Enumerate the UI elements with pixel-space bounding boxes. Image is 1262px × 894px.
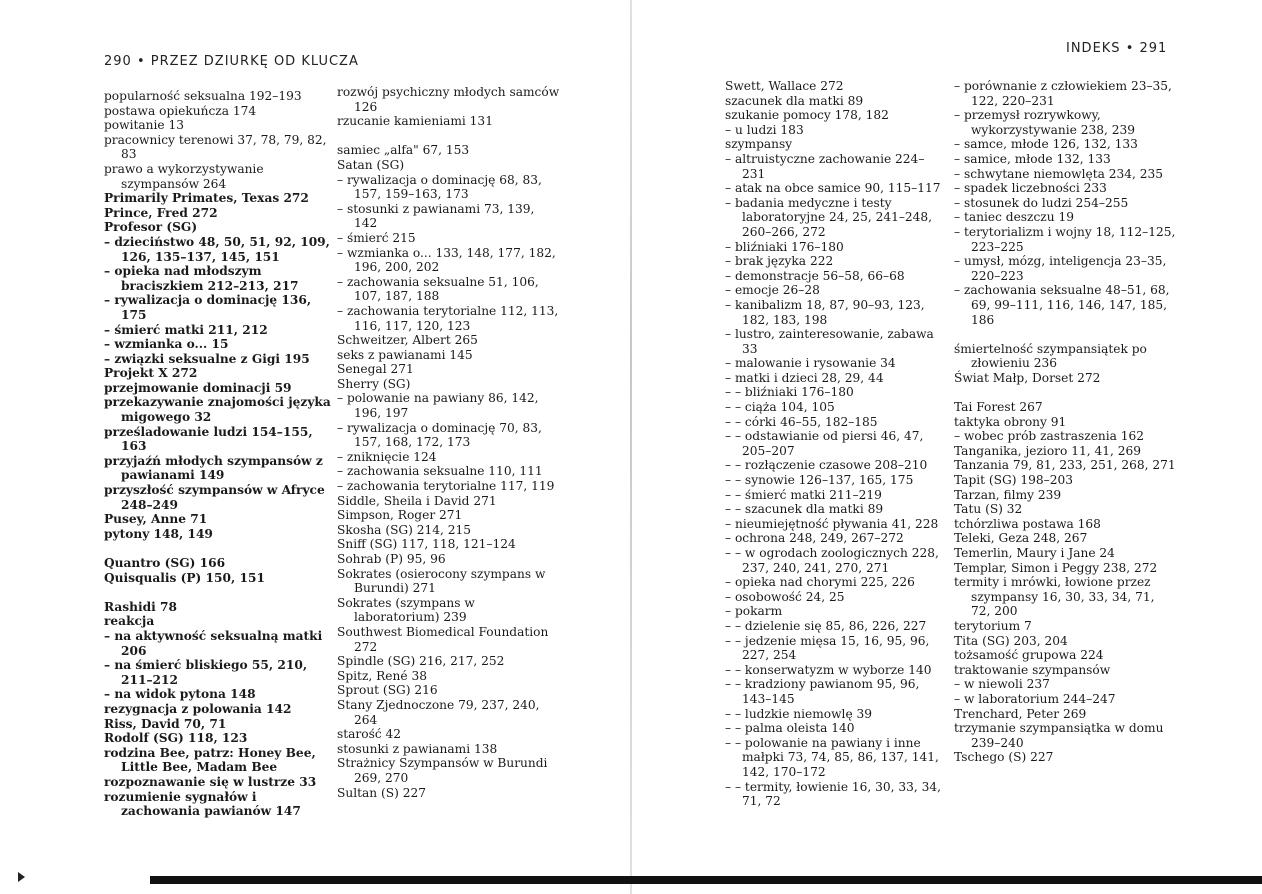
index-entry: – przemysł rozrywkowy, wykorzystywanie 238, 239 <box>954 108 1136 137</box>
index-entry: Swett, Wallace 272 <box>725 79 844 93</box>
index-entry: Primarily Primates, Texas 272 <box>104 191 309 206</box>
index-entry: – – palma oleista 140 <box>725 721 855 736</box>
index-entry: – porównanie z człowiekiem 23–35, 122, 220–231 <box>954 79 1172 108</box>
index-entry: – na widok pytona 148 <box>104 687 256 702</box>
index-entry: Quisqualis (P) 150, 151 <box>104 570 265 585</box>
index-entry: trzymanie szympansiątka w domu 239–240 <box>954 721 1164 750</box>
index-entry: Sohrab (P) 95, 96 <box>337 552 446 566</box>
index-entry: terytorium 7 <box>954 618 1032 633</box>
index-entry: prześladowanie ludzi 154–155, 163 <box>104 424 313 454</box>
index-entry: – zachowania seksualne 51, 106, 107, 187, 188 <box>337 274 539 304</box>
index-entry: – – odstawianie od piersi 46, 47, 205–207 <box>725 429 924 458</box>
index-entry: Southwest Biomedical Foundation 272 <box>337 624 549 654</box>
index-entry: przyszłość szympansów w Afryce 248–249 <box>104 483 325 512</box>
index-entry: – – ludzkie niemowlę 39 <box>725 706 873 721</box>
index-entry: – – bliźniaki 176–180 <box>725 385 854 400</box>
index-entry: – demonstracje 56–58, 66–68 <box>725 268 905 283</box>
index-entry: postawa opiekuńcza 174 <box>104 103 257 118</box>
index-entry: – związki seksualne z Gigi 195 <box>104 351 310 366</box>
index-entry: Schweitzer, Albert 265 <box>337 333 478 348</box>
index-entry: Pusey, Anne 71 <box>104 512 208 527</box>
index-entry: Tanganika, jezioro 11, 41, 269 <box>954 443 1141 458</box>
index-entry: – wzmianka o... 133, 148, 177, 182, 196, 200, 202 <box>337 245 556 275</box>
index-entry: Projekt X 272 <box>104 366 198 381</box>
entry-gap <box>954 327 1176 342</box>
index-entry: Sultan (S) 227 <box>337 785 426 800</box>
index-entry: – altruistyczne zachowanie 224–231 <box>725 151 925 181</box>
index-entry: Simpson, Roger 271 <box>337 508 463 523</box>
index-entry: – na aktywność seksualną matki 206 <box>104 628 323 658</box>
index-entry: – wobec prób zastraszenia 162 <box>954 429 1145 444</box>
index-entry: – zniknięcie 124 <box>337 449 437 464</box>
index-entry: – wzmianka o... 15 <box>104 337 229 352</box>
index-entry: – – w ogrodach zoologicznych 228, 237, 240, 241, 270, 271 <box>725 546 939 575</box>
index-entry: termity i mrówki, łowione przez szympansy 16, 30, 33, 34, 71, 72, 200 <box>954 575 1155 619</box>
index-entry: Sprout (SG) 216 <box>337 683 438 698</box>
index-entry: popularność seksualna 192–193 <box>104 89 302 103</box>
index-entry: – stosunek do ludzi 254–255 <box>954 195 1129 210</box>
index-entry: – śmierć 215 <box>337 230 416 245</box>
index-entry: – rywalizacja o dominację 70, 83, 157, 168, 172, 173 <box>337 420 542 450</box>
index-entry: – emocje 26–28 <box>725 283 820 298</box>
index-entry: – kanibalizm 18, 87, 90–93, 123, 182, 183, 198 <box>725 297 925 327</box>
index-entry: starość 42 <box>337 727 402 742</box>
index-entry: – matki i dzieci 28, 29, 44 <box>725 370 884 385</box>
index-entry: Tapit (SG) 198–203 <box>954 473 1074 488</box>
index-entry: Senegal 271 <box>337 362 414 377</box>
index-entry: – śmierć matki 211, 212 <box>104 322 268 337</box>
right-running-head: INDEKS • 291 <box>1066 41 1168 56</box>
index-entry: Templar, Simon i Peggy 238, 272 <box>954 560 1158 575</box>
index-entry: Satan (SG) <box>337 157 405 172</box>
index-entry: rodzina Bee, patrz: Honey Bee, Little Bee, Madam Bee <box>104 745 316 775</box>
index-entry: taktyka obrony 91 <box>954 414 1067 429</box>
index-entry: Sniff (SG) 117, 118, 121–124 <box>337 537 516 552</box>
index-entry: – atak na obce samice 90, 115–117 <box>725 181 941 196</box>
index-entry: Sokrates (szympans w laboratorium) 239 <box>337 595 475 625</box>
index-entry: – zachowania terytorialne 117, 119 <box>337 479 555 494</box>
index-entry: – – synowie 126–137, 165, 175 <box>725 473 914 488</box>
index-entry: Tanzania 79, 81, 233, 251, 268, 271 <box>954 458 1176 473</box>
index-entry: rozwój psychiczny młodych samców 126 <box>337 85 560 114</box>
index-entry: przyjaźń młodych szympansów z pawianami 149 <box>104 453 323 483</box>
index-entry: – – rozłączenie czasowe 208–210 <box>725 458 928 473</box>
corner-arrow-icon <box>18 872 25 882</box>
index-entry: Spindle (SG) 216, 217, 252 <box>337 654 505 669</box>
index-entry: – zachowania seksualne 110, 111 <box>337 464 543 479</box>
index-entry: – nieumiejętność pływania 41, 228 <box>725 516 939 531</box>
index-entry: rzucanie kamieniami 131 <box>337 114 493 129</box>
index-entry: – – dzielenie się 85, 86, 226, 227 <box>725 618 927 633</box>
right-index-column-2 <box>954 79 1176 765</box>
index-entry: śmiertelność szympansiątek po złowieniu 236 <box>954 341 1147 371</box>
index-entry: – spadek liczebności 233 <box>954 181 1107 196</box>
index-entry: – opieka nad chorymi 225, 226 <box>725 575 915 590</box>
index-entry: – malowanie i rysowanie 34 <box>725 356 896 371</box>
index-entry: – samce, młode 126, 132, 133 <box>954 137 1138 152</box>
index-entry: rozpoznawanie się w lustrze 33 <box>104 774 317 789</box>
index-entry: – dzieciństwo 48, 50, 51, 92, 109, 126, 135–137, 145, 151 <box>104 234 330 264</box>
index-entry: – rywalizacja o dominację 68, 83, 157, 159–163, 173 <box>337 172 542 202</box>
index-entry: reakcja <box>104 614 155 629</box>
index-entry: – – szacunek dla matki 89 <box>725 502 884 517</box>
index-entry: Sherry (SG) <box>337 376 411 391</box>
index-entry: – terytorializm i wojny 18, 112–125, 223–225 <box>954 224 1176 254</box>
entry-gap <box>954 385 1176 400</box>
index-entry: Siddle, Sheila i David 271 <box>337 493 497 508</box>
left-page <box>0 0 630 894</box>
index-entry: Rodolf (SG) 118, 123 <box>104 731 248 746</box>
index-entry: Spitz, René 38 <box>337 668 427 683</box>
index-entry: – w niewoli 237 <box>954 677 1050 692</box>
index-entry: tożsamość grupowa 224 <box>954 648 1104 663</box>
index-entry: – u ludzi 183 <box>725 122 804 137</box>
index-entry: Rashidi 78 <box>104 599 178 614</box>
index-entry: – ochrona 248, 249, 267–272 <box>725 531 904 546</box>
index-entry: Świat Małp, Dorset 272 <box>954 370 1101 385</box>
index-entry: – w laboratorium 244–247 <box>954 691 1116 706</box>
index-entry: – pokarm <box>725 604 783 619</box>
index-entry: Temerlin, Maury i Jane 24 <box>954 546 1115 560</box>
entry-gap <box>104 541 334 556</box>
index-entry: seks z pawianami 145 <box>337 347 473 362</box>
index-entry: Prince, Fred 272 <box>104 205 218 220</box>
index-entry: przejmowanie dominacji 59 <box>104 380 292 395</box>
left-running-head: 290 • PRZEZ DZIURKĘ OD KLUCZA <box>104 54 359 69</box>
index-entry: – polowanie na pawiany 86, 142, 196, 197 <box>337 391 539 421</box>
index-entry: Stany Zjednoczone 79, 237, 240, 264 <box>337 697 540 727</box>
left-index-column-2 <box>337 85 561 800</box>
index-entry: Quantro (SG) 166 <box>104 556 226 570</box>
index-entry: – schwytane niemowlęta 234, 235 <box>954 166 1164 181</box>
index-entry: – zachowania seksualne 48–51, 68, 69, 99–111, 116, 146, 147, 185, 186 <box>954 283 1170 327</box>
index-entry: – – jedzenie mięsa 15, 16, 95, 96, 227, 254 <box>725 633 930 663</box>
index-entry: rozumienie sygnałów i zachowania pawianów 147 <box>104 789 301 819</box>
index-entry: prawo a wykorzystywanie szympansów 264 <box>104 161 264 191</box>
index-entry: – umysł, mózg, inteligencja 23–35, 220–223 <box>954 254 1167 283</box>
index-entry: – lustro, zainteresowanie, zabawa 33 <box>725 327 934 356</box>
right-index-column-1 <box>725 79 947 809</box>
index-entry: Riss, David 70, 71 <box>104 716 227 731</box>
index-entry: Tatu (S) 32 <box>954 502 1023 517</box>
right-page <box>632 0 1262 894</box>
index-entry: rezygnacja z polowania 142 <box>104 701 292 716</box>
index-entry: pytony 148, 149 <box>104 526 213 541</box>
left-index-column-1 <box>104 89 334 819</box>
index-entry: powitanie 13 <box>104 118 184 133</box>
index-entry: – rywalizacja o dominację 136, 175 <box>104 293 312 322</box>
index-entry: – – konserwatyzm w wyborze 140 <box>725 662 932 677</box>
index-entry: – – termity, łowienie 16, 30, 33, 34, 71, 72 <box>725 779 942 809</box>
index-entry: Sokrates (osierocony szympans w Burundi) 271 <box>337 566 546 596</box>
entry-gap <box>337 129 561 144</box>
index-entry: samiec „alfa" 67, 153 <box>337 143 470 158</box>
index-entry: – – polowanie na pawiany i inne małpki 73, 74, 85, 86, 137, 141, 142, 170–172 <box>725 735 939 779</box>
index-entry: szukanie pomocy 178, 182 <box>725 108 889 123</box>
index-entry: – bliźniaki 176–180 <box>725 239 844 254</box>
index-entry: – badania medyczne i testy laboratoryjne 24, 25, 241–248, 260–266, 272 <box>725 195 933 239</box>
index-entry: – na śmierć bliskiego 55, 210, 211–212 <box>104 658 308 687</box>
index-entry: – – ciąża 104, 105 <box>725 400 835 415</box>
index-entry: – samice, młode 132, 133 <box>954 151 1111 166</box>
index-entry: Profesor (SG) <box>104 220 198 235</box>
index-entry: szacunek dla matki 89 <box>725 93 864 108</box>
index-entry: szympansy <box>725 137 793 152</box>
index-entry: – stosunki z pawianami 73, 139, 142 <box>337 201 535 231</box>
index-entry: przekazywanie znajomości języka migowego 32 <box>104 395 331 425</box>
index-entry: – osobowość 24, 25 <box>725 589 845 604</box>
index-entry: – – śmierć matki 211–219 <box>725 487 882 502</box>
index-entry: – zachowania terytorialne 112, 113, 116, 117, 120, 123 <box>337 303 559 333</box>
entry-gap <box>104 585 334 600</box>
index-entry: Tarzan, filmy 239 <box>954 487 1062 502</box>
index-entry: traktowanie szympansów <box>954 662 1111 677</box>
index-entry: – – kradziony pawianom 95, 96, 143–145 <box>725 677 920 706</box>
index-entry: Strażnicy Szympansów w Burundi 269, 270 <box>337 756 548 785</box>
index-entry: Trenchard, Peter 269 <box>954 706 1087 721</box>
index-entry: pracownicy terenowi 37, 78, 79, 82, 83 <box>104 132 327 162</box>
index-entry: Tita (SG) 203, 204 <box>954 633 1068 648</box>
index-entry: – opieka nad młodszym braciszkiem 212–213, 217 <box>104 264 299 293</box>
index-entry: – taniec deszczu 19 <box>954 210 1074 225</box>
index-entry: Tai Forest 267 <box>954 400 1043 415</box>
index-entry: Tschego (S) 227 <box>954 750 1054 765</box>
index-entry: stosunki z pawianami 138 <box>337 741 498 756</box>
index-entry: – – córki 46–55, 182–185 <box>725 414 878 429</box>
index-entry: Skosha (SG) 214, 215 <box>337 522 472 537</box>
scan-bottom-edge <box>150 876 1262 884</box>
index-entry: – brak języka 222 <box>725 254 834 269</box>
index-entry: tchórzliwa postawa 168 <box>954 516 1101 531</box>
index-entry: Teleki, Geza 248, 267 <box>954 531 1088 546</box>
